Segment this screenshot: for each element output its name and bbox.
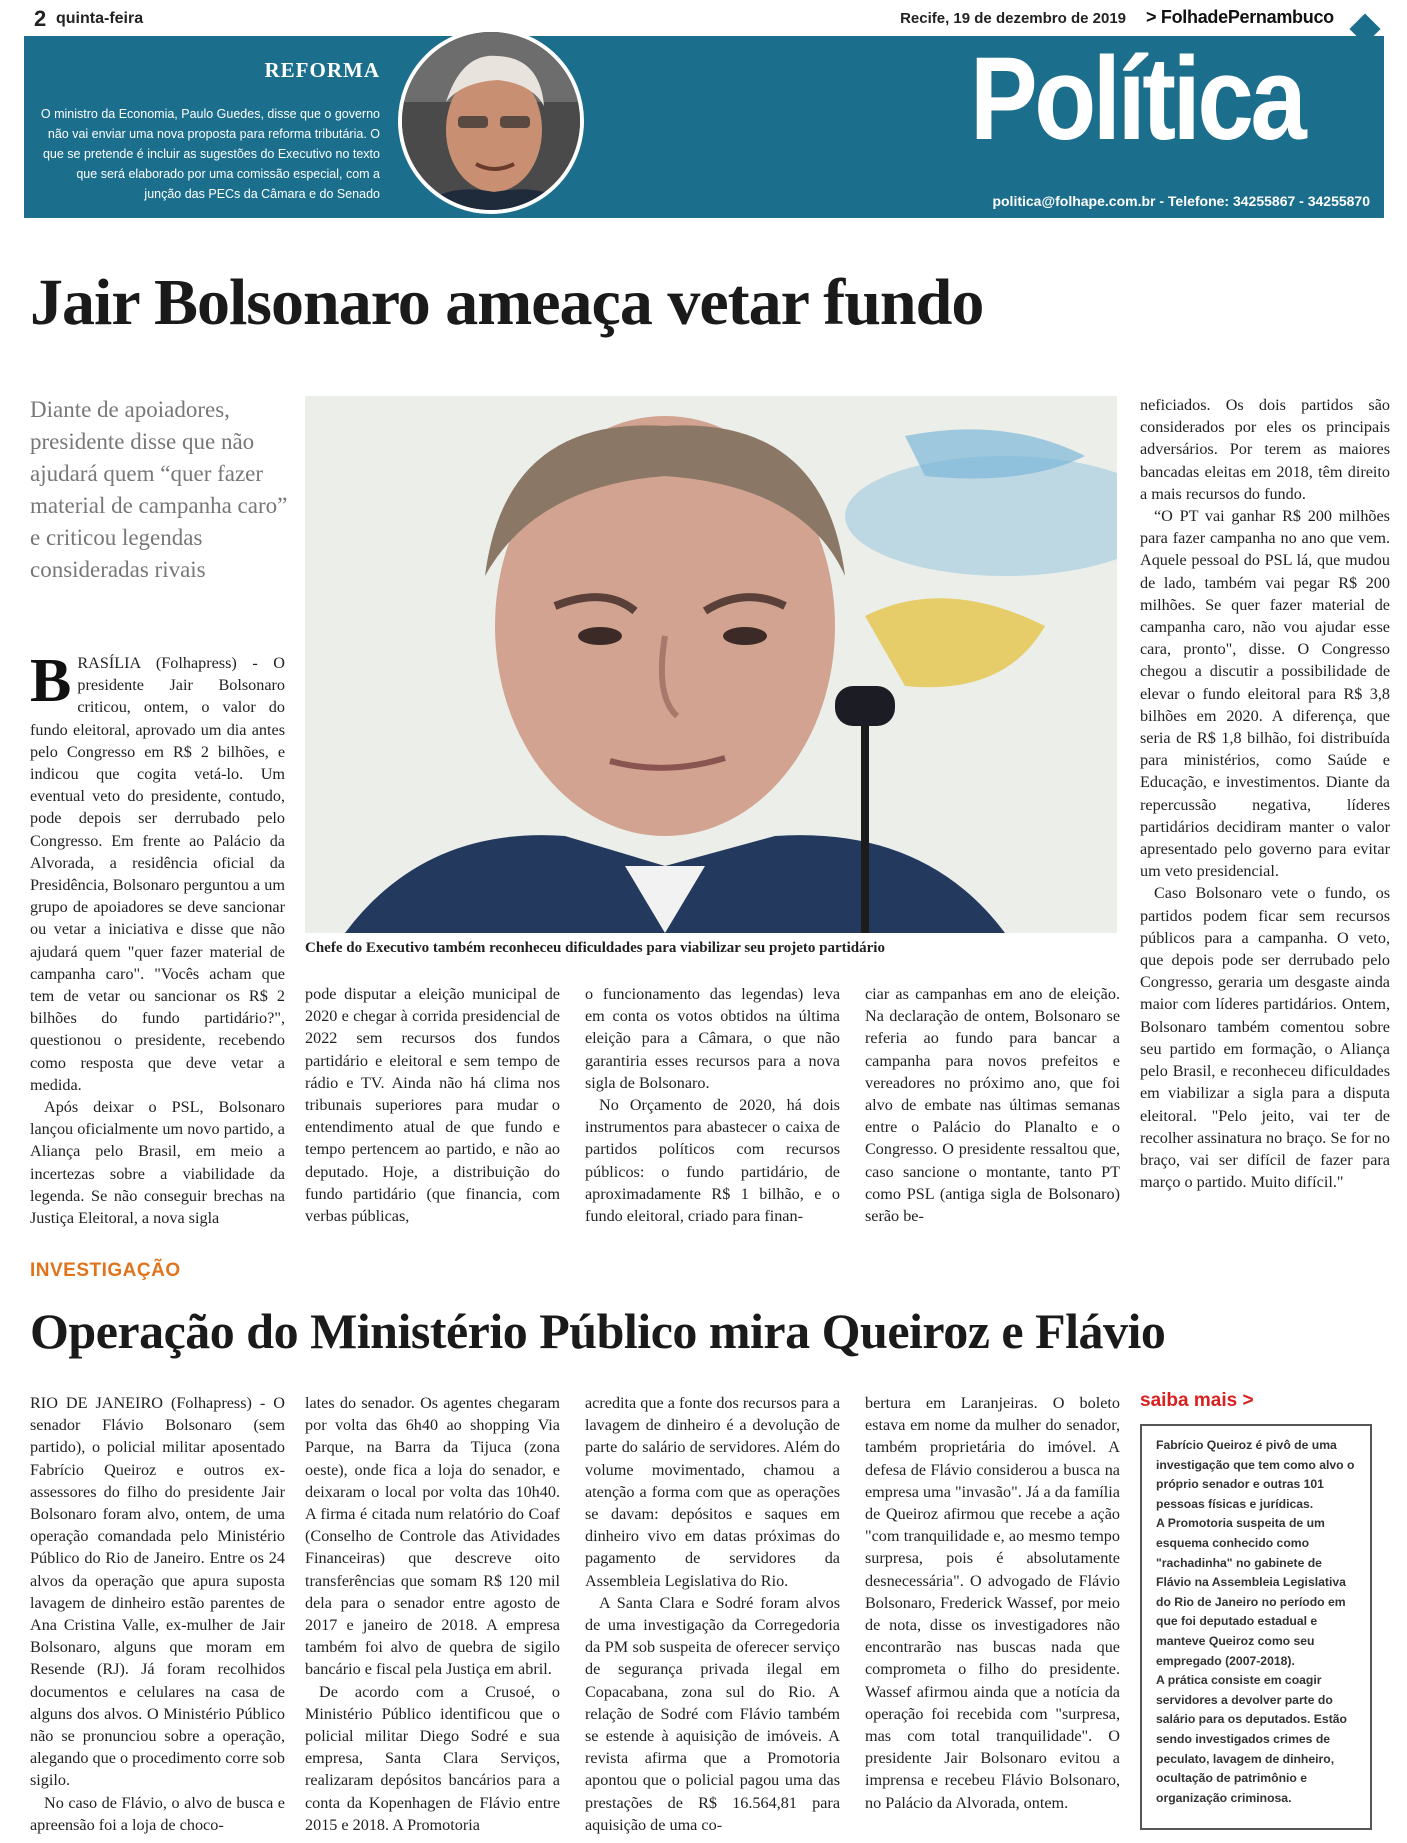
saiba-mais-paragraph: A Promotoria suspeita de um esquema conhecido como "rachadinha" no gabinete de Flávio na Assembleia Legislativa do Rio de Janeiro no período em que foi deputado estadual e manteve Queiroz como seu empregado (2007-2018). [1156,1516,1346,1668]
article1-paragraph: Após deixar o PSL, Bolsonaro lançou oficialmente um novo partido, a Aliança pelo Brasil, em meio a incertezas sobre a viabilidade da legenda. Se não conseguir brechas na Justiça Eleitoral, a nova sigla [30,1098,285,1228]
article2-column-2 [305,1392,560,1838]
dateline: Recife, 19 de dezembro de 2019 [900,10,1126,27]
article2-paragraph: lates do senador. Os agentes chegaram por volta das 6h40 ao shopping Via Parque, na Barra da Tijuca (zona oeste), onde fica a loja do senador, e deixaram o local por volta das 10h40. A firma é citada num relatório do Coaf (Conselho de Controle das Atividades Financeiras) que descreve oito transferências que somam R$ 120 mil dela para o senador entre agosto de 2017 e janeiro de 2018. A empresa também foi alvo de quebra de sigilo bancário e fiscal pela Justiça em abril. [305,1394,560,1679]
article1-paragraph: “O PT vai ganhar R$ 200 milhões para fazer campanha no ano que vem. Aquele pessoal do PSL lá, que mudou de lado, também vai pegar R$ 200 milhões. Se quer fazer material de campanha caro, não vou ajudar esse cara, pronto", disse. O Congresso chegou a discutir a possibilidade de elevar o fundo eleitoral para R$ 3,8 bilhões em 2020. A diferença, que seria de R$ 1,8 bilhão, foi distribuída para ministérios, como Saúde e Educação, e investimentos. Diante da repercussão negativa, líderes partidários decidiram manter o valor apresentado pelo governo para evitar um veto presidencial. [1140,507,1390,881]
page-number: 2 [34,6,47,31]
article1-paragraph: o funcionamento das legendas) leva em conta os votos obtidos na última eleição para a Câmara, o que não garantiria esses recursos para a nova sigla de Bolsonaro. [585,985,840,1092]
article2-paragraph: bertura em Laranjeiras. O boleto estava em nome da mulher do senador, também proprietária do imóvel. A defesa de Flávio considerou a busca na empresa uma "invasão". Já a da família de Queiroz afirmou que recebe a ação "com tranquilidade e, ao mesmo tempo surpresa, pois é absolutamente desnecessária". O advogado de Flávio Bolsonaro, Frederick Wassef, por meio de nota, disse os investigadores não encontrarão nas buscas nada que comprometa o filho do presidente. Wassef afirmou ainda que a notícia da operação foi recebida com "surpresa, mas com total tranquilidade". O presidente Jair Bolsonaro evitou a imprensa e recebeu Flávio Bolsonaro, no Palácio da Alvorada, ontem. [865,1394,1120,1812]
weekday: quinta-feira [56,10,144,27]
photo-caption: Chefe do Executivo também reconheceu dificuldades para viabilizar seu projeto partidário [305,940,885,956]
article2-column-4 [865,1392,1120,1838]
newspaper-brand: > FolhadePernambuco [1146,7,1334,27]
saiba-mais-box [1140,1424,1372,1830]
drop-cap: B [30,647,72,715]
saiba-mais-paragraph: A prática consiste em coagir servidores a devolver parte do salário para os deputados. Estão sendo investigados crimes de peculato, lavagem de dinheiro, ocultação de patrimônio e organização criminosa. [1156,1673,1347,1805]
article2-column-1 [30,1392,285,1838]
article1-column-3 [585,983,840,1237]
article2-column-3 [585,1392,840,1838]
headline: Jair Bolsonaro ameaça vetar fundo [30,266,984,339]
saiba-mais-paragraph: Fabrício Queiroz é pivô de uma investigação que tem como alvo o próprio senador e outras 101 pessoas físicas e jurídicas. [1156,1438,1355,1511]
article1-paragraph: Caso Bolsonaro vete o fundo, os partidos podem ficar sem recursos públicos para a campanha. O veto, que depois pode ser derrubado pelo Congresso, geraria um desgaste ainda maior com líderes partidários. Ontem, Bolsonaro também comentou sobre seu partido em formação, o Aliança pelo Brasil, e reconheceu dificuldades em viabilizar a sigla para a disputa eleitoral. "Pelo jeito, vai ter de recolher assinatura no braço. Se for no braço, vai ser difícil de fazer para março o partido. Muito difícil." [1140,884,1390,1192]
article1-paragraph: RASÍLIA (Folhapress) - O presidente Jair Bolsonaro criticou, ontem, o valor do fundo eleitoral, aprovado um dia antes pelo Congresso em R$ 2 bilhões, e indicou que cogita vetá-lo. Um eventual veto do presidente, contudo, pode depois ser derrubado pelo Congresso. Em frente ao Palácio da Alvorada, a residência oficial da Presidência, Bolsonaro perguntou a um grupo de apoiadores se deve sancionar ou vetar a iniciativa e disse que não ajudará quem "quer fazer material de campanha caro". "Vocês acham que tem de vetar ou sancionar os R$ 2 bilhões do fundo partidário?", questionou o presidente, recebendo como resposta que deve vetar a medida. [30,654,285,1094]
contact-info: politica@folhape.com.br - Telefone: 34255867 - 34255870 [992,193,1370,209]
article2-kicker: INVESTIGAÇÃO [30,1260,181,1281]
banner-section-label: REFORMA [264,58,380,82]
article2-headline: Operação do Ministério Público mira Queiroz e Flávio [30,1303,1166,1359]
article2-paragraph: RIO DE JANEIRO (Folhapress) - O senador Flávio Bolsonaro (sem partido), o policial militar aposentado Fabrício Queiroz e outros ex-assessores do filho do presidente Jair Bolsonaro foram alvo, ontem, de uma operação comandada pelo Ministério Público do Rio de Janeiro. Entre os 24 alvos da operação que apura suposta lavagem de dinheiro estão parentes de Ana Cristina Valle, ex-mulher de Jair Bolsonaro, alguns que moram em Resende (RJ). Já foram recolhidos documentos e celulares na casa de alguns dos alvos. O Ministério Público não se pronunciou sobre a operação, alegando que o procedimento corre sob sigilo. [30,1394,285,1790]
banner-teaser: O ministro da Economia, Paulo Guedes, disse que o governo não vai enviar uma nova proposta para reforma tributária. O que se pretende é incluir as sugestões do Executivo no texto que será elaborado por uma comissão especial, com a junção das PECs da Câmara e do Senado [40,107,380,201]
article1-paragraph: neficiados. Os dois partidos são considerados por eles os principais adversários. Por terem as maiores bancadas eleitas em 2018, têm direito a mais recursos do fundo. [1140,396,1390,503]
article2-paragraph: De acordo com a Crusoé, o Ministério Público identificou que o policial militar Diego Sodré e sua empresa, Santa Clara Serviços, realizaram depósitos bancários para a conta da Kopenhagen de Flávio entre 2015 e 2018. A Promotoria [305,1682,560,1834]
saiba-mais-label: saiba mais > [1140,1390,1254,1411]
section-title: Política [970,33,1304,165]
article1-column-1 [30,647,285,1237]
article2-paragraph: acredita que a fonte dos recursos para a lavagem de dinheiro é a devolução de parte do salário de servidores. Além do volume movimentado, chamou a atenção a forma com que as operações se davam: depósitos e saques em dinheiro vivo em datas próximas do pagamento de servidores da Assembleia Legislativa do Rio. [585,1394,840,1590]
article2-paragraph: A Santa Clara e Sodré foram alvos de uma investigação da Corregedoria da PM sob suspeita de oferecer serviço de segurança privada ilegal em Copacabana, zona sul do Rio. A relação de Sodré com Flávio também se estende à aquisição de imóveis. A revista afirma que a Promotoria apontou que o policial pagou uma das prestações de R$ 16.564,81 para aquisição de uma co- [585,1593,840,1834]
article1-paragraph: pode disputar a eleição municipal de 2020 e chegar à corrida presidencial de 2022 sem recursos dos fundos partidário e eleitoral e sem tempo de rádio e TV. Ainda não há clima nos tribunais superiores para mudar o entendimento atual de que fundo e tempo pertencem ao partido, e não ao deputado. Hoje, a distribuição do fundo partidário (que financia, com verbas públicas, [305,985,560,1226]
article1-column-2 [305,983,560,1237]
article1-column-5 [1140,394,1390,1237]
article1-paragraph: No Orçamento de 2020, há dois instrumentos para abastecer o caixa de partidos políticos com recursos públicos: o fundo partidário, de aproximadamente R$ 1 bilhão, e o fundo eleitoral, criado para finan- [585,1096,840,1226]
lead-photo [305,396,1117,933]
article1-paragraph: ciar as campanhas em ano de eleição. Na declaração de ontem, Bolsonaro se referia ao fundo para bancar a campanha para novos prefeitos e vereadores no próximo ano, que foi alvo de embate nas últimas semanas entre o Palácio do Planalto e o Congresso. O presidente ressaltou que, caso sancione o montante, tanto PT como PSL (antiga sigla de Bolsonaro) serão be- [865,985,1120,1226]
portrait-photo [398,28,584,214]
deck: Diante de apoiadores, presidente disse que não ajudará quem “quer fazer material de campanha caro” e criticou legendas consideradas rivais [30,397,288,582]
article2-paragraph: No caso de Flávio, o alvo de busca e apreensão foi a loja de choco- [30,1793,285,1834]
article1-column-4 [865,983,1120,1237]
